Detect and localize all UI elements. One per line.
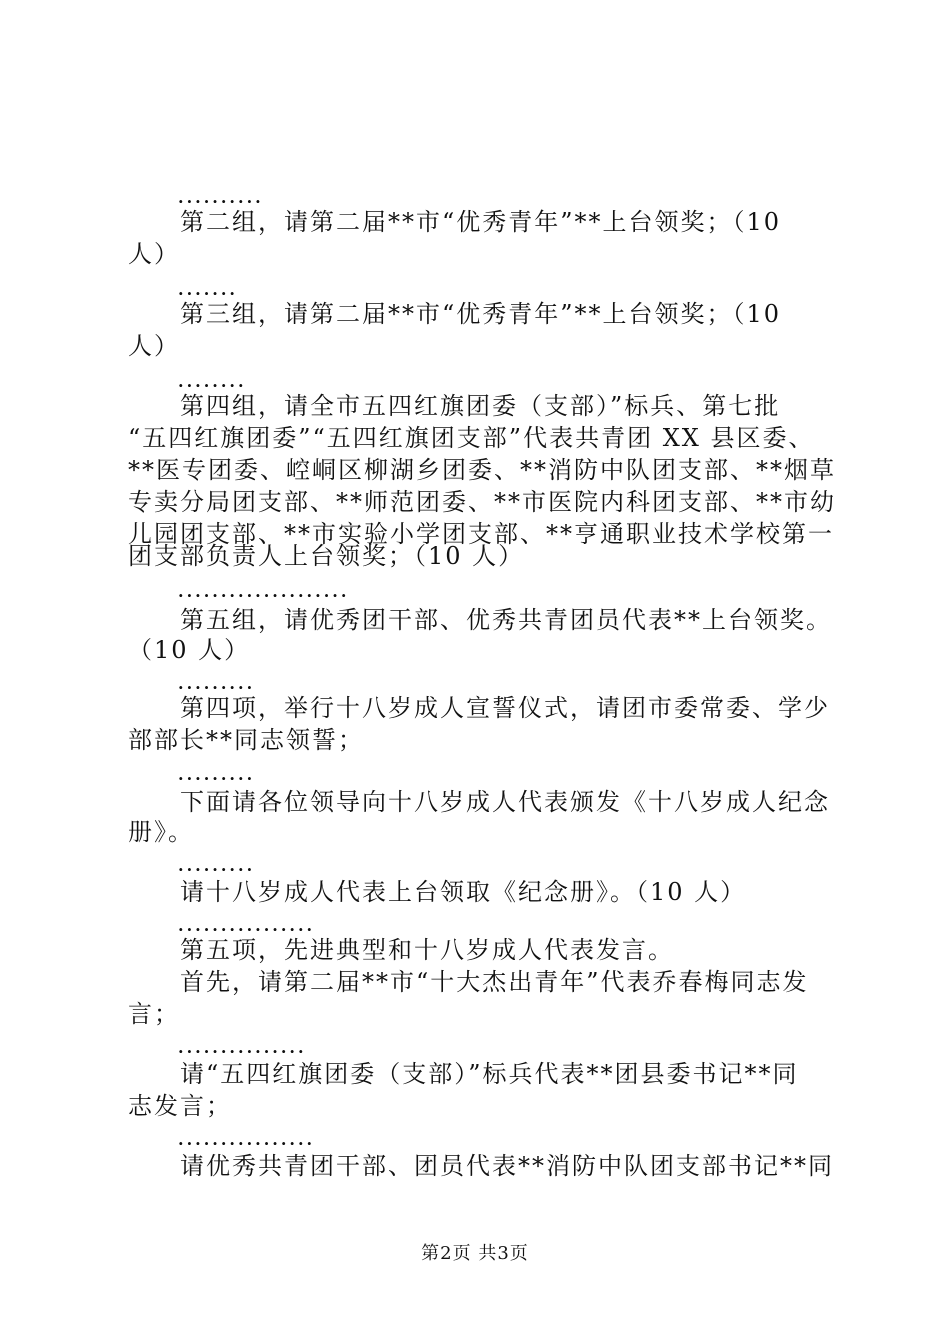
paragraph-line: 第四组，请全市五四红旗团委（支部）”标兵、第七批 bbox=[180, 392, 781, 420]
dot-leader: ......... bbox=[178, 765, 256, 784]
paragraph-line: “五四红旗团委”“五四红旗团支部”代表共青团 XX 县区委、 bbox=[128, 424, 815, 452]
paragraph-line: 请十八岁成人代表上台领取《纪念册》。（10 人） bbox=[180, 878, 747, 906]
paragraph-line: 第二组，请第二届**市“优秀青年”**上台领奖；（10 bbox=[180, 208, 782, 236]
paragraph-line: 请优秀共青团干部、团员代表**消防中队团支部书记**同 bbox=[180, 1152, 834, 1180]
dot-leader: ........ bbox=[178, 372, 247, 391]
paragraph-line: 下面请各位领导向十八岁成人代表颁发《十八岁成人纪念 bbox=[180, 788, 830, 816]
paragraph-line: 第五组，请优秀团干部、优秀共青团员代表**上台领奖。 bbox=[180, 606, 832, 634]
paragraph-line: 儿园团支部、**市实验小学团支部、**亨通职业技术学校第一 bbox=[128, 520, 834, 548]
paragraph-line: **医专团委、崆峒区柳湖乡团委、**消防中队团支部、**烟草 bbox=[128, 456, 836, 484]
paragraph-line: 言； bbox=[128, 1000, 180, 1028]
paragraph-line: 人） bbox=[128, 332, 180, 360]
paragraph-line: 人） bbox=[128, 240, 180, 268]
paragraph-line: 册》。 bbox=[128, 818, 194, 846]
dot-leader: ......... bbox=[178, 674, 256, 693]
page-footer: 第2页 共3页 bbox=[421, 1243, 529, 1264]
dot-leader: ....... bbox=[178, 280, 238, 299]
paragraph-line: 专卖分局团支部、**师范团委、**市医院内科团支部、**市幼 bbox=[128, 488, 836, 516]
paragraph-line: 请“五四红旗团委（支部）”标兵代表**团县委书记**同 bbox=[180, 1060, 799, 1088]
dot-leader: ................ bbox=[178, 1130, 316, 1149]
dot-leader: .......... bbox=[178, 188, 264, 207]
paragraph-line: 部部长**同志领誓； bbox=[128, 726, 364, 754]
paragraph-line: （10 人） bbox=[128, 636, 251, 664]
dot-leader: ......... bbox=[178, 856, 256, 875]
paragraph-line: 第五项，先进典型和十八岁成人代表发言。 bbox=[180, 936, 674, 964]
paragraph-line: 志发言； bbox=[128, 1092, 232, 1120]
dot-leader: .................... bbox=[178, 582, 350, 601]
paragraph-line: 团支部负责人上台领奖；（10 人） bbox=[128, 542, 525, 570]
paragraph-line: 第三组，请第二届**市“优秀青年”**上台领奖；（10 bbox=[180, 300, 782, 328]
paragraph-line: 首先，请第二届**市“十大杰出青年”代表乔春梅同志发 bbox=[180, 968, 809, 996]
paragraph-line: 第四项，举行十八岁成人宣誓仪式，请团市委常委、学少 bbox=[180, 694, 830, 722]
dot-leader: ............... bbox=[178, 1038, 307, 1057]
dot-leader: ................ bbox=[178, 916, 316, 935]
